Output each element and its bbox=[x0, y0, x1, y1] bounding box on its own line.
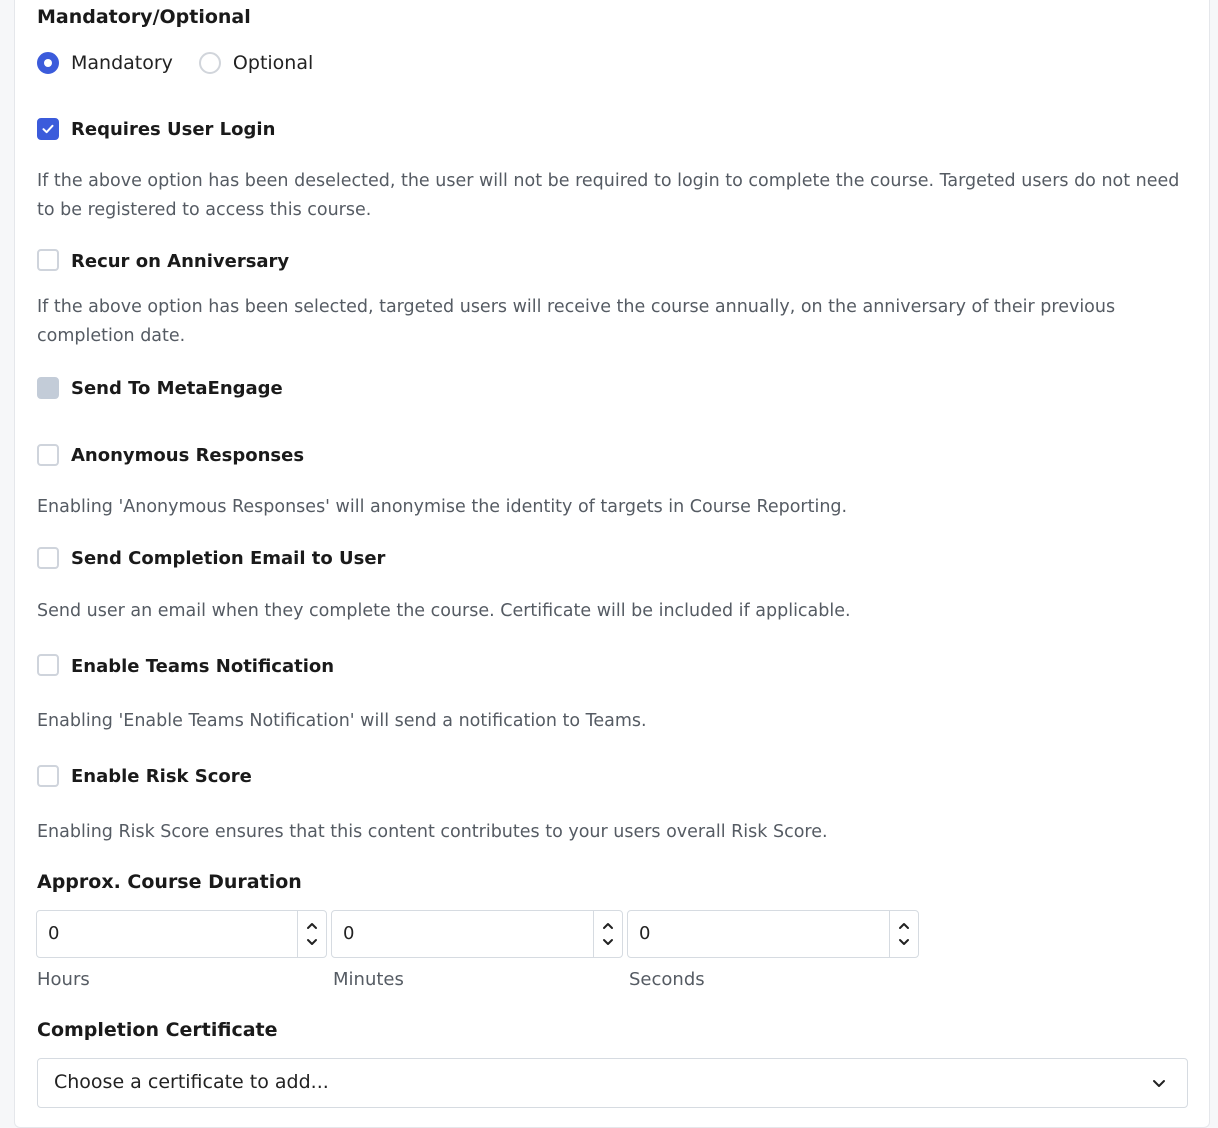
chevron-down-icon[interactable] bbox=[898, 937, 910, 947]
seconds-stepper[interactable] bbox=[889, 911, 918, 957]
metaengage-checkbox bbox=[37, 377, 59, 399]
risk-score-description: Enabling Risk Score ensures that this content contributes to your users overall Risk Score. bbox=[37, 822, 828, 842]
recur-anniversary-description: If the above option has been selected, targeted users will receive the course annually, on the anniversary of their previous completion date. bbox=[37, 297, 1116, 346]
completion-email-description: Send user an email when they complete the course. Certificate will be included if applicable. bbox=[37, 601, 851, 621]
mandatory-optional-title: Mandatory/Optional bbox=[37, 6, 251, 28]
radio-mandatory[interactable] bbox=[37, 52, 59, 74]
chevron-down-icon[interactable] bbox=[602, 937, 614, 947]
requires-login-label[interactable]: Requires User Login bbox=[71, 119, 276, 140]
recur-anniversary-label[interactable]: Recur on Anniversary bbox=[71, 251, 290, 272]
completion-email-checkbox[interactable] bbox=[37, 547, 59, 569]
minutes-label: Minutes bbox=[333, 969, 404, 990]
minutes-input[interactable] bbox=[331, 910, 623, 958]
mandatory-optional-radio-group bbox=[37, 52, 339, 74]
hours-value[interactable]: 0 bbox=[48, 923, 60, 944]
course-duration-title: Approx. Course Duration bbox=[37, 871, 302, 893]
anonymous-responses-description: Enabling 'Anonymous Responses' will anonymise the identity of targets in Course Reporting. bbox=[37, 497, 848, 517]
certificate-select-placeholder[interactable]: Choose a certificate to add... bbox=[54, 1071, 329, 1093]
risk-score-checkbox[interactable] bbox=[37, 765, 59, 787]
chevron-up-icon[interactable] bbox=[602, 921, 614, 931]
radio-optional[interactable] bbox=[199, 52, 221, 74]
minutes-stepper[interactable] bbox=[593, 911, 622, 957]
chevron-up-icon[interactable] bbox=[898, 921, 910, 931]
chevron-down-icon[interactable] bbox=[1151, 1075, 1167, 1091]
completion-certificate-title: Completion Certificate bbox=[37, 1019, 278, 1041]
chevron-down-icon[interactable] bbox=[306, 937, 318, 947]
anonymous-responses-checkbox[interactable] bbox=[37, 444, 59, 466]
check-icon bbox=[41, 122, 55, 136]
teams-notification-description: Enabling 'Enable Teams Notification' will send a notification to Teams. bbox=[37, 711, 647, 731]
recur-anniversary-checkbox[interactable] bbox=[37, 249, 59, 271]
teams-notification-label[interactable]: Enable Teams Notification bbox=[71, 656, 335, 677]
minutes-value[interactable]: 0 bbox=[343, 923, 355, 944]
certificate-select[interactable] bbox=[37, 1058, 1188, 1108]
requires-login-checkbox[interactable] bbox=[37, 118, 59, 140]
hours-input[interactable] bbox=[36, 910, 327, 958]
risk-score-label[interactable]: Enable Risk Score bbox=[71, 766, 252, 787]
hours-stepper[interactable] bbox=[297, 911, 326, 957]
radio-optional-label[interactable]: Optional bbox=[232, 52, 314, 74]
metaengage-label: Send To MetaEngage bbox=[71, 378, 283, 399]
radio-mandatory-label[interactable]: Mandatory bbox=[71, 52, 173, 74]
teams-notification-checkbox[interactable] bbox=[37, 654, 59, 676]
seconds-value[interactable]: 0 bbox=[639, 923, 651, 944]
requires-login-description: If the above option has been deselected, the user will not be required to login to complete the course. Targeted users do not need to be registered to access this course. bbox=[37, 171, 1180, 220]
anonymous-responses-label[interactable]: Anonymous Responses bbox=[71, 445, 305, 466]
completion-email-label[interactable]: Send Completion Email to User bbox=[71, 548, 386, 569]
chevron-up-icon[interactable] bbox=[306, 921, 318, 931]
seconds-label: Seconds bbox=[629, 969, 705, 990]
seconds-input[interactable] bbox=[627, 910, 919, 958]
hours-label: Hours bbox=[37, 969, 90, 990]
